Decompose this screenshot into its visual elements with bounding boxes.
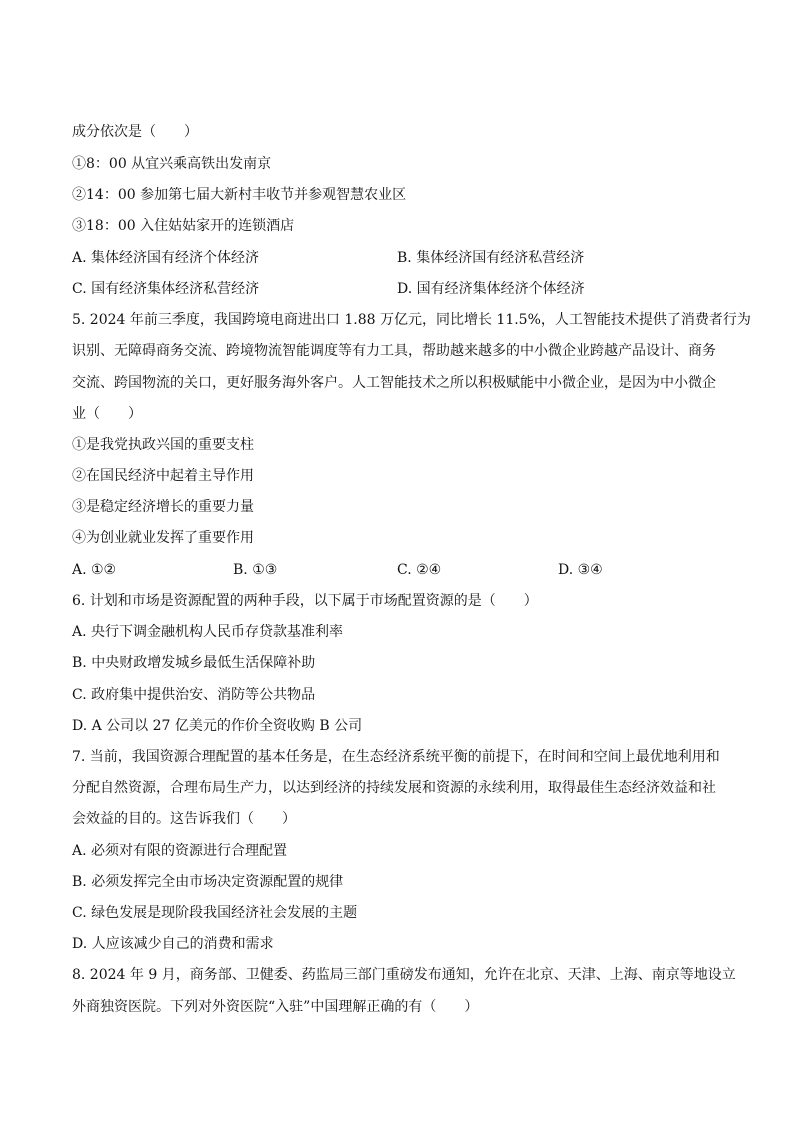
q6-option-d: D. A 公司以 27 亿美元的作价全资收购 B 公司 — [72, 718, 363, 734]
q7-option-c: C. 绿色发展是现阶段我国经济社会发展的主题 — [72, 905, 358, 921]
q4-option-b: B. 集体经济国有经济私营经济 — [397, 250, 585, 266]
q6-stem: 6. 计划和市场是资源配置的两种手段，以下属于市场配置资源的是（ ） — [72, 593, 538, 609]
q5-item-1: ①是我党执政兴国的重要支柱 — [72, 437, 254, 453]
q5-item-4: ④为创业就业发挥了重要作用 — [72, 530, 254, 546]
q5-stem-line-1: 5. 2024 年前三季度，我国跨境电商进出口 1.88 万亿元，同比增长 11.5%，人工智能技术提供了消费者行为 — [72, 312, 751, 328]
q5-option-b: B. ①③ — [233, 562, 278, 578]
q6-option-c: C. 政府集中提供治安、消防等公共物品 — [72, 687, 316, 703]
q5-stem-line-3: 交流、跨国物流的关口，更好服务海外客户。人工智能技术之所以积极赋能中小微企业，是因为中小微企 — [72, 375, 716, 391]
q4-option-a: A. 集体经济国有经济个体经济 — [72, 250, 260, 266]
q7-option-d: D. 人应该减少自己的消费和需求 — [72, 936, 274, 952]
q5-item-2: ②在国民经济中起着主导作用 — [72, 468, 254, 484]
q5-item-3: ③是稳定经济增长的重要力量 — [72, 499, 254, 515]
q4-item-2: ②14：00 参加第七届大新村丰收节并参观智慧农业区 — [72, 187, 407, 203]
q6-option-a: A. 央行下调金融机构人民币存贷款基准利率 — [72, 624, 344, 640]
q7-stem-line-1: 7. 当前，我国资源合理配置的基本任务是，在生态经济系统平衡的前提下，在时间和空间上最优地利用和 — [72, 749, 720, 765]
q4-option-d: D. 国有经济集体经济个体经济 — [397, 281, 585, 297]
q5-stem-line-2: 识别、无障碍商务交流、跨境物流智能调度等有力工具，帮助越来越多的中小微企业跨越产品设计、商务 — [72, 343, 716, 359]
q7-option-a: A. 必须对有限的资源进行合理配置 — [72, 843, 288, 859]
q5-option-d: D. ③④ — [558, 562, 603, 578]
q4-stem-tail: 成分依次是（ ） — [72, 124, 198, 140]
q5-option-a: A. ①② — [72, 562, 117, 578]
q5-stem-line-4: 业（ ） — [72, 406, 142, 422]
q7-stem-line-2: 分配自然资源，合理布局生产力，以达到经济的持续发展和资源的永续利用，取得最佳生态经济效益和社 — [72, 780, 716, 796]
q4-option-c: C. 国有经济集体经济私营经济 — [72, 281, 260, 297]
q6-option-b: B. 中央财政增发城乡最低生活保障补助 — [72, 655, 316, 671]
q7-stem-line-3: 会效益的目的。这告诉我们（ ） — [72, 811, 296, 827]
q5-option-c: C. ②④ — [397, 562, 442, 578]
q7-option-b: B. 必须发挥完全由市场决定资源配置的规律 — [72, 874, 344, 890]
q4-item-3: ③18：00 入住姑姑家开的连锁酒店 — [72, 218, 295, 234]
q8-stem-line-1: 8. 2024 年 9 月，商务部、卫健委、药监局三部门重磅发布通知，允许在北京、天津、上海、南京等地设立 — [72, 967, 736, 983]
q4-item-1: ①8：00 从宜兴乘高铁出发南京 — [72, 156, 272, 172]
q8-stem-line-2: 外商独资医院。下列对外资医院“入驻”中国理解正确的有（ ） — [72, 999, 479, 1015]
